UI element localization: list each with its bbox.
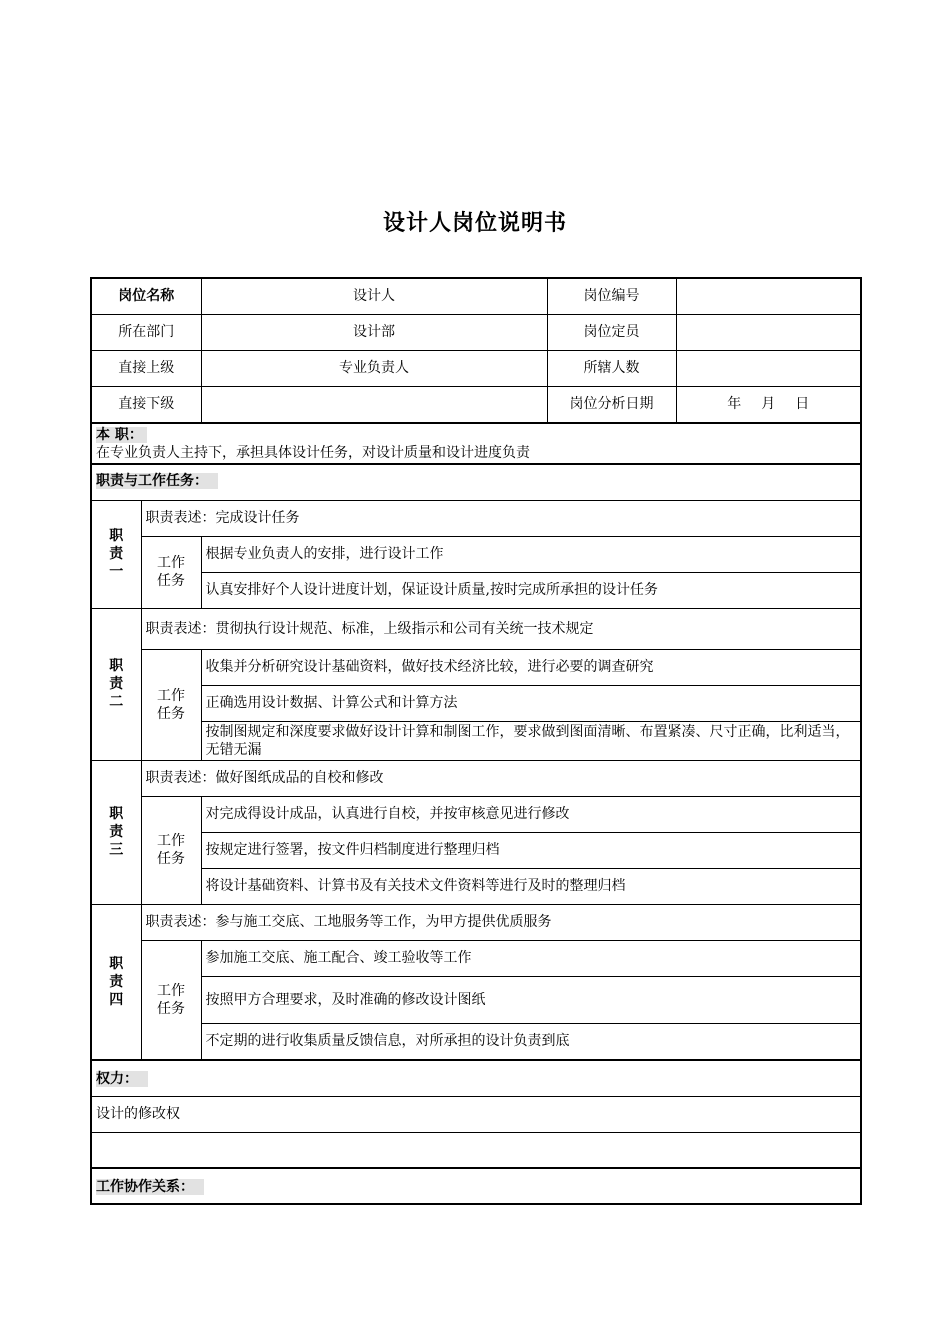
- label-position-name: 岗位名称: [91, 278, 201, 314]
- duty-3-desc-row: [91, 760, 861, 796]
- label-headcount: 岗位定员: [547, 314, 676, 350]
- label-direct-superior: 直接上级: [91, 350, 201, 386]
- duty-4-task-row: [91, 976, 861, 1023]
- value-position-name: 设计人: [201, 278, 547, 314]
- duty-2-task-1: 收集并分析研究设计基础资料，做好技术经济比较，进行必要的调查研究: [201, 649, 861, 685]
- benzhi-heading: 本 职：: [96, 427, 147, 443]
- benzhi-row: [91, 423, 861, 464]
- duties-heading-row: [91, 464, 861, 500]
- duty-2-task-3: 按制图规定和深度要求做好设计计算和制图工作，要求做到图面清晰、布置紧凑、尺寸正确，比利适当，无错无漏: [201, 721, 861, 760]
- duty-4-task-row: [91, 940, 861, 976]
- quanli-heading-row: [91, 1060, 861, 1096]
- duty-4-task-1: 参加施工交底、施工配合、竣工验收等工作: [201, 940, 861, 976]
- label-subordinates-count: 所辖人数: [547, 350, 676, 386]
- duty-3-task-1: 对完成得设计成品，认真进行自校，并按审核意见进行修改: [201, 796, 861, 832]
- value-direct-superior: 专业负责人: [201, 350, 547, 386]
- quanli-item-2: [91, 1132, 861, 1168]
- duty-1-task-row: [91, 536, 861, 572]
- date-day: 日: [795, 396, 810, 413]
- duty-3-task-row: [91, 868, 861, 904]
- value-headcount: [676, 314, 861, 350]
- duty-2-task-row: [91, 721, 861, 760]
- duty-2-task-label: 工作 任务: [141, 649, 201, 760]
- duty-3-task-2: 按规定进行签署，按文件归档制度进行整理归档: [201, 832, 861, 868]
- basic-row-1: [91, 278, 861, 314]
- date-month: 月: [761, 396, 776, 413]
- duty-2-desc-row: [91, 608, 861, 649]
- xiezuo-heading-row: [91, 1168, 861, 1204]
- duty-4-task-label: 工作 任务: [141, 940, 201, 1060]
- duty-2-label: 职 责 二: [91, 608, 141, 760]
- quanli-heading: 权力：: [96, 1071, 148, 1087]
- duty-1-task-row: [91, 572, 861, 608]
- duties-heading: 职责与工作任务：: [96, 473, 218, 489]
- duty-4-task-2: 按照甲方合理要求，及时准确的修改设计图纸: [201, 976, 861, 1023]
- duty-4-task-row: [91, 1023, 861, 1060]
- xiezuo-heading: 工作协作关系：: [96, 1179, 204, 1195]
- duty-1-task-2: 认真安排好个人设计进度计划，保证设计质量,按时完成所承担的设计任务: [201, 572, 861, 608]
- duty-4-desc: 职责表述：参与施工交底、工地服务等工作，为甲方提供优质服务: [141, 904, 861, 940]
- value-direct-subordinate: [201, 386, 547, 423]
- duty-2-task-row: [91, 649, 861, 685]
- duty-4-label: 职 责 四: [91, 904, 141, 1060]
- duty-3-task-3: 将设计基础资料、计算书及有关技术文件资料等进行及时的整理归档: [201, 868, 861, 904]
- duty-1-desc-row: [91, 500, 861, 536]
- duty-3-task-row: [91, 832, 861, 868]
- duty-3-task-row: [91, 796, 861, 832]
- label-department: 所在部门: [91, 314, 201, 350]
- duty-3-label: 职 责 三: [91, 760, 141, 904]
- value-department: 设计部: [201, 314, 547, 350]
- duty-2-task-2: 正确选用设计数据、计算公式和计算方法: [201, 685, 861, 721]
- label-position-number: 岗位编号: [547, 278, 676, 314]
- benzhi-text: 在专业负责人主持下，承担具体设计任务，对设计质量和设计进度负责: [96, 445, 530, 461]
- quanli-item-row: [91, 1132, 861, 1168]
- basic-row-4: [91, 386, 861, 423]
- value-subordinates-count: [676, 350, 861, 386]
- value-analysis-date: [676, 386, 861, 423]
- duty-1-desc: 职责表述：完成设计任务: [141, 500, 861, 536]
- basic-row-2: [91, 314, 861, 350]
- duty-3-task-label: 工作 任务: [141, 796, 201, 904]
- duty-2-desc: 职责表述：贯彻执行设计规范、标准，上级指示和公司有关统一技术规定: [141, 608, 861, 649]
- job-description-table: [90, 277, 862, 1205]
- duty-3-desc: 职责表述：做好图纸成品的自校和修改: [141, 760, 861, 796]
- label-direct-subordinate: 直接下级: [91, 386, 201, 423]
- date-year: 年: [727, 396, 742, 413]
- label-analysis-date: 岗位分析日期: [547, 386, 676, 423]
- value-position-number: [676, 278, 861, 314]
- duty-4-desc-row: [91, 904, 861, 940]
- duty-1-label: 职 责 一: [91, 500, 141, 608]
- basic-row-3: [91, 350, 861, 386]
- duty-2-task-row: [91, 685, 861, 721]
- quanli-item-1: 设计的修改权: [91, 1096, 861, 1132]
- document-title: 设计人岗位说明书: [382, 211, 567, 236]
- duty-4-task-3: 不定期的进行收集质量反馈信息，对所承担的设计负责到底: [201, 1023, 861, 1060]
- quanli-item-row: [91, 1096, 861, 1132]
- duty-1-task-label: 工作 任务: [141, 536, 201, 608]
- duty-1-task-1: 根据专业负责人的安排，进行设计工作: [201, 536, 861, 572]
